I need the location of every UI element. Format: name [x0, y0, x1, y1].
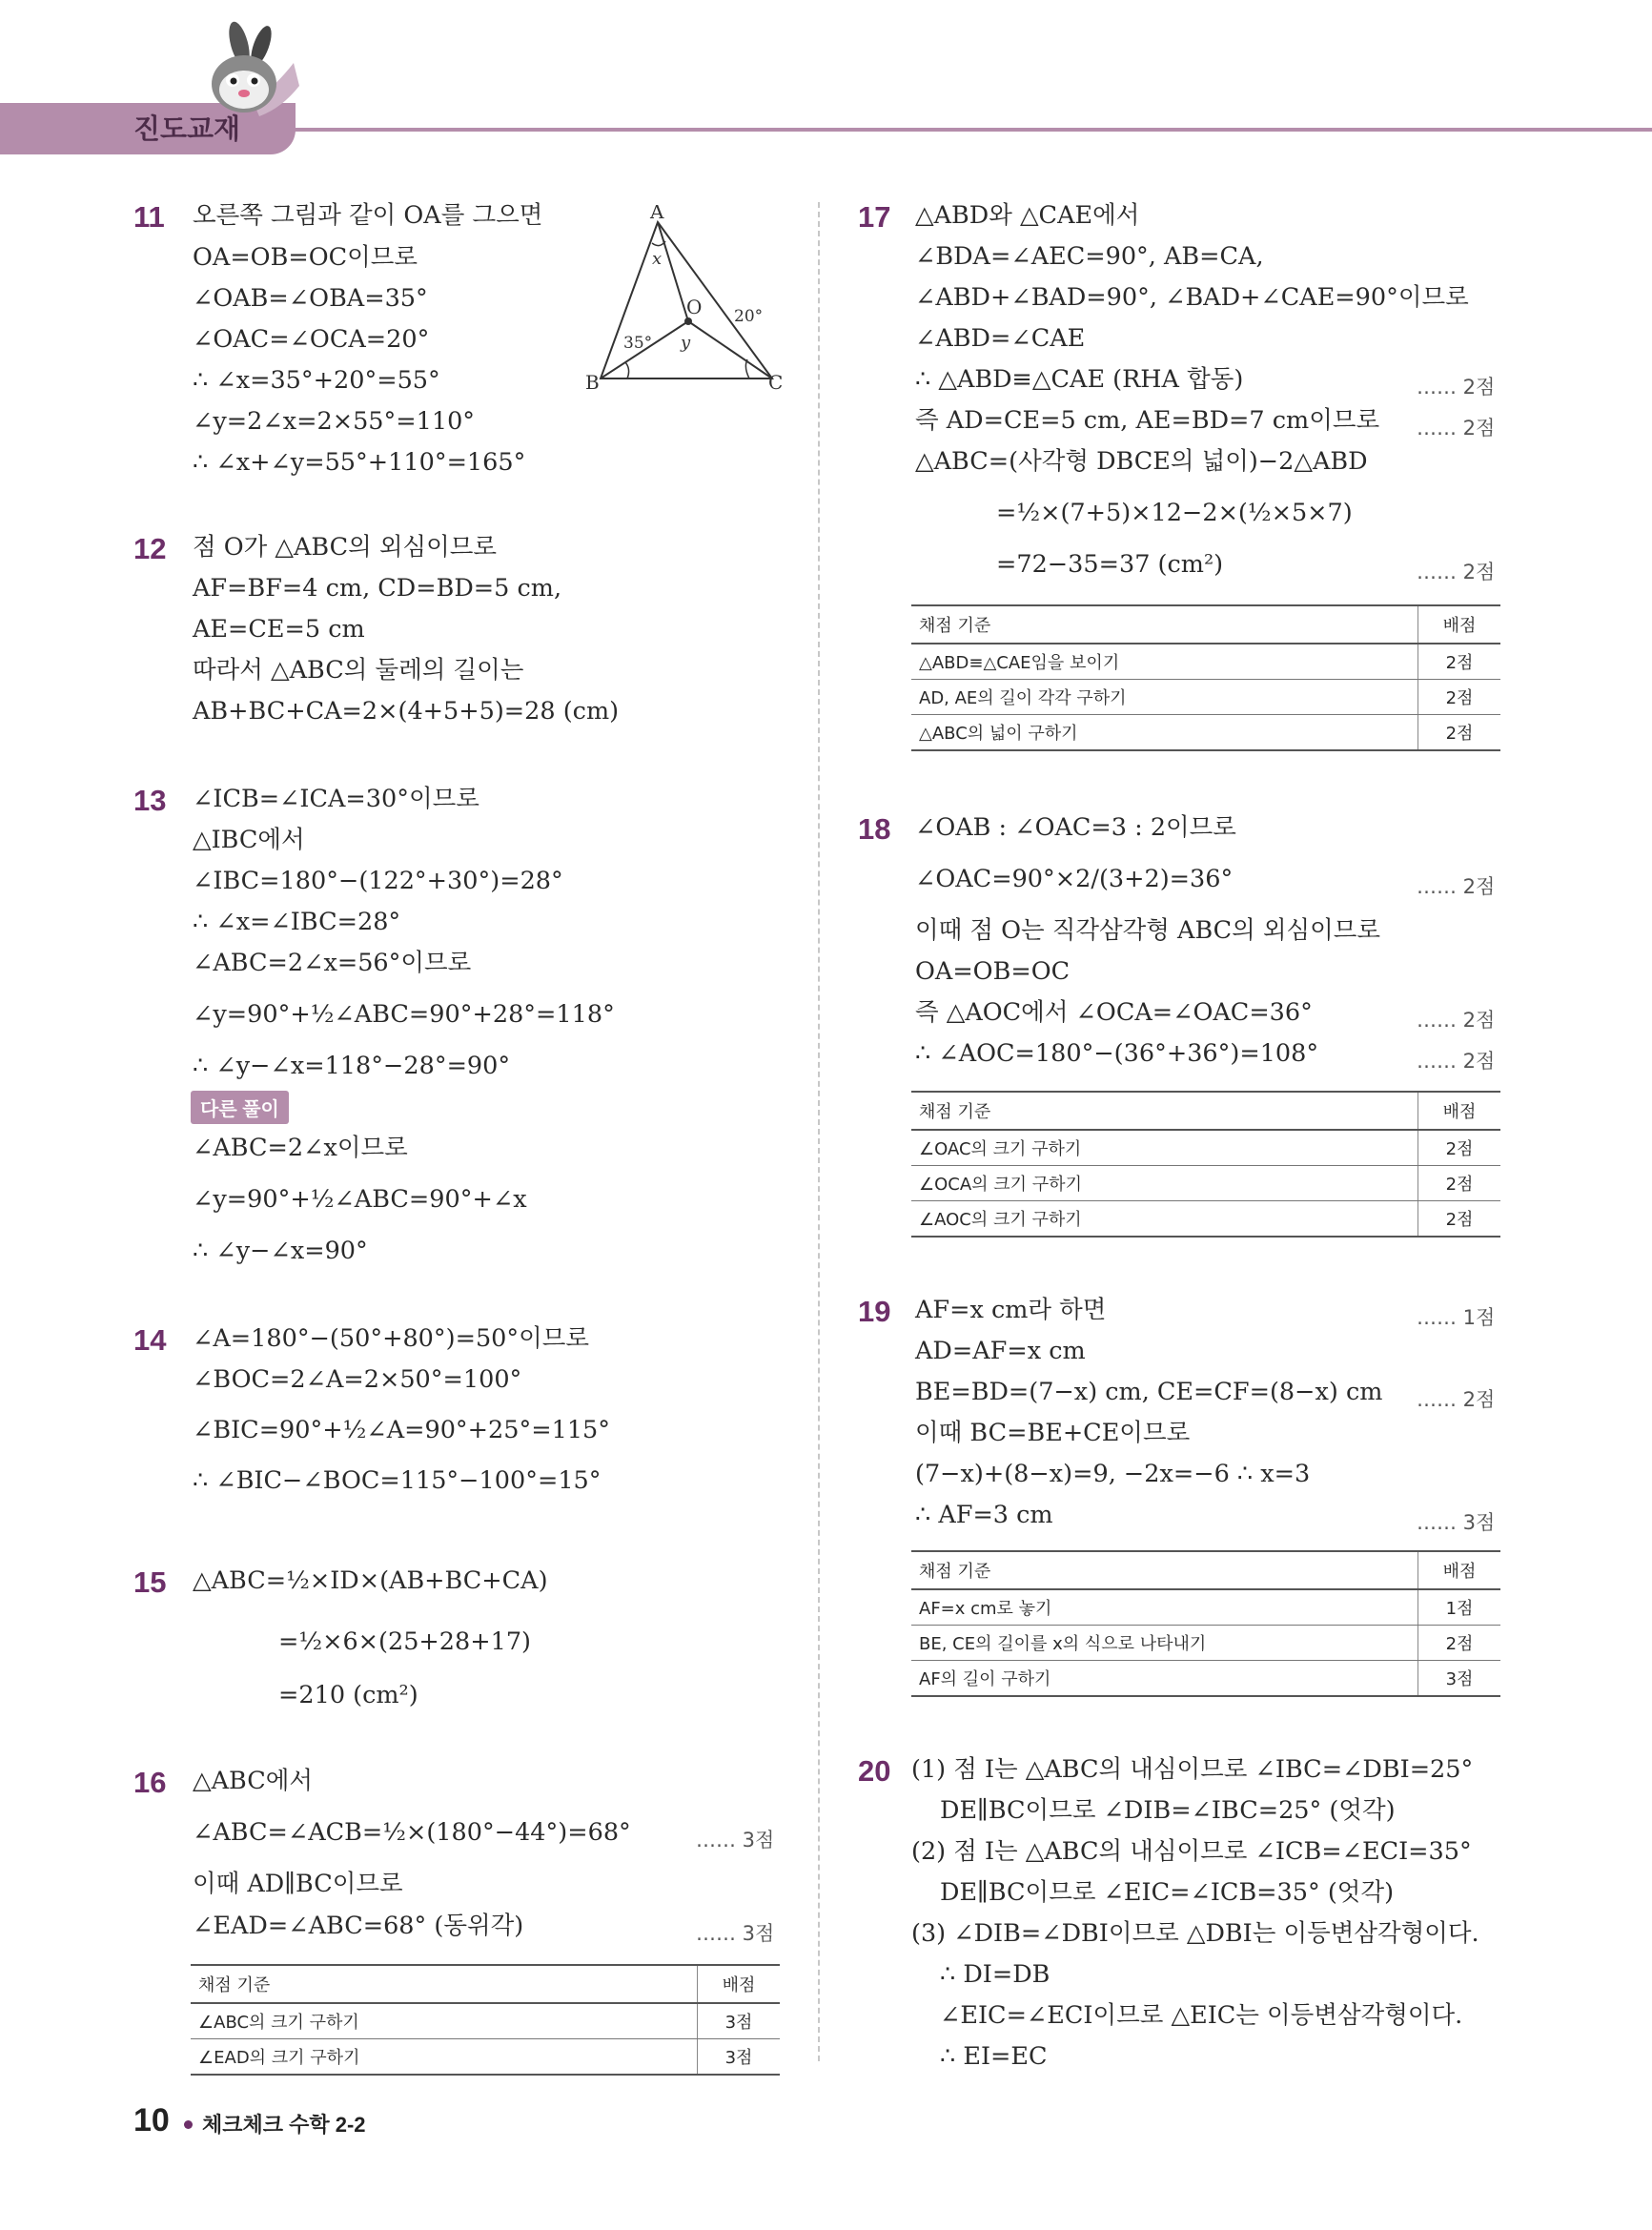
solution-line: ∴ △ABD≡△CAE (RHA 합동) [915, 365, 1244, 394]
criteria-cell: ∠ABC의 크기 구하기 [191, 2003, 698, 2039]
solution-line: ∠ABC=2∠x이므로 [193, 1134, 408, 1162]
circumcenter-label-o: O [686, 296, 703, 318]
problem-number: 20 [858, 1754, 891, 1788]
solution-line: △ABC=(사각형 DBCE의 넓이)−2△ABD [915, 447, 1368, 476]
problem-15 [133, 1565, 801, 1718]
solution-line: AD=AF=x cm [915, 1337, 1086, 1365]
problem-number: 18 [858, 812, 891, 846]
points-cell: 2점 [1418, 644, 1501, 680]
solution-line: 이때 BC=BE+CE이므로 [915, 1419, 1191, 1447]
table-row [911, 715, 1500, 751]
problem-16 [133, 1766, 801, 2071]
problem-number: 11 [133, 200, 165, 234]
score-points: …… 2점 [1417, 1050, 1496, 1073]
points-cell: 2점 [1418, 1201, 1501, 1238]
solution-line: BE=BD=(7−x) cm, CE=CF=(8−x) cm [915, 1378, 1383, 1406]
solution-line: △ABD와 △CAE에서 [915, 201, 1140, 230]
solution-line: ∴ ∠BIC−∠BOC=115°−100°=15° [193, 1466, 602, 1495]
points-cell: 3점 [698, 2039, 781, 2076]
table-row [191, 2003, 780, 2039]
table-row [191, 2039, 780, 2076]
angle-label-20: 20° [734, 307, 764, 326]
vertex-label-b: B [585, 371, 600, 394]
solution-line: =210 (cm²) [278, 1681, 418, 1709]
table-header-points: 배점 [1418, 1092, 1501, 1130]
angle-label-x: x [652, 249, 663, 269]
problem-number: 14 [133, 1323, 167, 1357]
solution-line: △ABC=½×ID×(AB+BC+CA) [193, 1566, 548, 1595]
table-row [911, 1201, 1500, 1238]
criteria-cell: ∠AOC의 크기 구하기 [911, 1201, 1418, 1238]
criteria-cell: ∠EAD의 크기 구하기 [191, 2039, 698, 2076]
table-row [911, 1166, 1500, 1201]
solution-line: ∠y=90°+½∠ABC=90°+∠x [193, 1185, 527, 1214]
criteria-cell: ∠OCA의 크기 구하기 [911, 1166, 1418, 1201]
solution-line: (7−x)+(8−x)=9, −2x=−6 ∴ x=3 [915, 1460, 1311, 1488]
criteria-cell: BE, CE의 길이를 x의 식으로 나타내기 [911, 1626, 1418, 1661]
problem-number: 17 [858, 200, 891, 234]
solution-line: =½×6×(25+28+17) [278, 1627, 532, 1656]
column-divider [818, 202, 820, 2061]
problem-14 [133, 1323, 801, 1495]
grading-table [911, 1091, 1500, 1238]
solution-line: ∴ ∠x=∠IBC=28° [193, 908, 401, 936]
solution-line: ∠A=180°−(50°+80°)=50°이므로 [193, 1324, 590, 1353]
table-header-points: 배점 [1418, 605, 1501, 644]
score-points: …… 3점 [1417, 1511, 1496, 1534]
score-points: …… 2점 [1417, 1009, 1496, 1032]
solution-line: =½×(7+5)×12−2×(½×5×7) [996, 499, 1353, 527]
solution-line: 이때 점 O는 직각삼각형 ABC의 외심이므로 [915, 916, 1381, 945]
table-row [911, 1130, 1500, 1166]
solution-line: (3) ∠DIB=∠DBI이므로 △DBI는 이등변삼각형이다. [911, 1919, 1479, 1948]
problem-number: 13 [133, 784, 167, 817]
points-cell: 3점 [698, 2003, 781, 2039]
book-title: 체크체크 수학 2-2 [202, 2113, 366, 2137]
solution-line: ∠OAC=∠OCA=20° [193, 325, 430, 354]
header-rule [286, 128, 1652, 132]
solution-line: ∠ABC=2∠x=56°이므로 [193, 949, 472, 977]
score-points: …… 2점 [1417, 376, 1496, 399]
table-header-points: 배점 [1418, 1551, 1501, 1589]
solution-line: DE∥BC이므로 ∠DIB=∠IBC=25° (엇각) [940, 1796, 1396, 1825]
solution-line: ∠OAB : ∠OAC=3 : 2이므로 [915, 813, 1236, 842]
grading-table [911, 604, 1500, 751]
problem-12 [133, 532, 801, 742]
footer-bullet [184, 2120, 193, 2129]
solution-line: =72−35=37 (cm²) [996, 550, 1224, 579]
score-points: …… 2점 [1417, 1388, 1496, 1411]
solution-line: ∠BOC=2∠A=2×50°=100° [193, 1365, 522, 1394]
vertex-label-c: C [768, 371, 784, 394]
solution-line: (2) 점 I는 △ABC의 내심이므로 ∠ICB=∠ECI=35° [911, 1837, 1472, 1866]
solution-line: ∠ICB=∠ICA=30°이므로 [193, 785, 479, 813]
criteria-cell: △ABC의 넓이 구하기 [911, 715, 1418, 751]
points-cell: 2점 [1418, 1626, 1501, 1661]
criteria-cell: AD, AE의 길이 각각 구하기 [911, 680, 1418, 715]
table-row [911, 644, 1500, 680]
solution-line: ∠ABD+∠BAD=90°, ∠BAD+∠CAE=90°이므로 [915, 283, 1469, 312]
solution-line: △ABC에서 [193, 1767, 314, 1795]
table-row [911, 1626, 1500, 1661]
problem-number: 15 [133, 1565, 167, 1599]
points-cell: 2점 [1418, 680, 1501, 715]
solution-line: ∴ DI=DB [940, 1960, 1050, 1989]
solution-line: ∠BIC=90°+½∠A=90°+25°=115° [193, 1416, 611, 1444]
table-header-criteria: 채점 기준 [911, 605, 1418, 644]
criteria-cell: △ABD≡△CAE임을 보이기 [911, 644, 1418, 680]
solution-line: DE∥BC이므로 ∠EIC=∠ICB=35° (엇각) [940, 1878, 1395, 1907]
solution-line: 즉 AD=CE=5 cm, AE=BD=7 cm이므로 [915, 406, 1380, 435]
solution-line: AE=CE=5 cm [193, 615, 365, 644]
table-header-criteria: 채점 기준 [191, 1965, 698, 2003]
score-points: …… 1점 [1417, 1306, 1496, 1329]
grading-table [911, 1550, 1500, 1697]
vertex-label-a: A [650, 205, 664, 223]
alternate-solution-tag: 다른 풀이 [191, 1091, 289, 1124]
table-header-criteria: 채점 기준 [911, 1092, 1418, 1130]
solution-line: 오른쪽 그림과 같이 OA를 그으면 [193, 201, 543, 230]
solution-line: ∠IBC=180°−(122°+30°)=28° [193, 867, 563, 895]
score-points: …… 3점 [696, 1829, 775, 1852]
problem-20 [858, 1754, 1525, 2078]
solution-line: OA=OB=OC이므로 [193, 243, 418, 272]
problem-number: 16 [133, 1766, 167, 1799]
score-points: …… 3점 [696, 1922, 775, 1945]
angle-label-35: 35° [623, 334, 653, 353]
problem-13 [133, 784, 801, 1279]
points-cell: 1점 [1418, 1589, 1501, 1626]
problem-18 [858, 812, 1525, 1232]
score-points: …… 2점 [1417, 417, 1496, 440]
points-cell: 2점 [1418, 1166, 1501, 1201]
page-number: 10 [133, 2102, 170, 2138]
solution-line: 따라서 △ABC의 둘레의 길이는 [193, 656, 524, 685]
points-cell: 2점 [1418, 1130, 1501, 1166]
table-row [911, 1589, 1500, 1626]
solution-line: AF=BF=4 cm, CD=BD=5 cm, [193, 574, 562, 603]
solution-line: ∴ AF=3 cm [915, 1501, 1053, 1529]
angle-label-y: y [681, 333, 691, 353]
solution-line: AF=x cm라 하면 [915, 1296, 1107, 1324]
solution-line: 즉 △AOC에서 ∠OCA=∠OAC=36° [915, 998, 1313, 1027]
solution-line: △IBC에서 [193, 826, 305, 854]
problem-number: 12 [133, 532, 167, 565]
criteria-cell: AF=x cm로 놓기 [911, 1589, 1418, 1626]
solution-line: ∠OAC=90°×2/(3+2)=36° [915, 865, 1234, 893]
table-row [911, 1661, 1500, 1697]
triangle-diagram [581, 205, 791, 396]
problem-number: 19 [858, 1295, 891, 1328]
grading-table [191, 1964, 780, 2076]
solution-line: ∠EAD=∠ABC=68° (동위각) [193, 1912, 524, 1940]
table-header-criteria: 채점 기준 [911, 1551, 1418, 1589]
solution-line: ∴ ∠AOC=180°−(36°+36°)=108° [915, 1039, 1319, 1068]
solution-line: ∠BDA=∠AEC=90°, AB=CA, [915, 242, 1264, 271]
solution-line: ∴ EI=EC [940, 2042, 1048, 2071]
score-points: …… 2점 [1417, 561, 1496, 583]
solution-line: ∠y=90°+½∠ABC=90°+28°=118° [193, 1000, 615, 1029]
table-header-points: 배점 [698, 1965, 781, 2003]
solution-line: ∴ ∠x+∠y=55°+110°=165° [193, 448, 526, 477]
rabbit-mascot-icon [187, 17, 301, 122]
criteria-cell: ∠OAC의 크기 구하기 [911, 1130, 1418, 1166]
solution-line: ∠y=2∠x=2×55°=110° [193, 407, 476, 436]
solution-line: ∴ ∠y−∠x=90° [193, 1237, 368, 1265]
criteria-cell: AF의 길이 구하기 [911, 1661, 1418, 1697]
solution-line: (1) 점 I는 △ABC의 내심이므로 ∠IBC=∠DBI=25° [911, 1755, 1474, 1784]
points-cell: 3점 [1418, 1661, 1501, 1697]
solution-line: OA=OB=OC [915, 957, 1071, 986]
solution-line: ∠OAB=∠OBA=35° [193, 284, 428, 313]
solution-line: ∠ABC=∠ACB=½×(180°−44°)=68° [193, 1818, 631, 1847]
solution-line: ∴ ∠x=35°+20°=55° [193, 366, 440, 395]
solution-line: AB+BC+CA=2×(4+5+5)=28 (cm) [193, 697, 620, 726]
solution-line: ∠EIC=∠ECI이므로 △EIC는 이등변삼각형이다. [940, 2001, 1463, 2030]
points-cell: 2점 [1418, 715, 1501, 751]
solution-line: 점 O가 △ABC의 외심이므로 [193, 533, 498, 562]
solution-line: ∴ ∠y−∠x=118°−28°=90° [193, 1052, 511, 1080]
section-label: 진도교재 [133, 114, 241, 145]
problem-17 [858, 200, 1525, 753]
solution-line: ∠ABD=∠CAE [915, 324, 1086, 353]
score-points: …… 2점 [1417, 875, 1496, 898]
table-row [911, 680, 1500, 715]
solution-line: 이때 AD∥BC이므로 [193, 1870, 403, 1898]
problem-19 [858, 1295, 1525, 1695]
